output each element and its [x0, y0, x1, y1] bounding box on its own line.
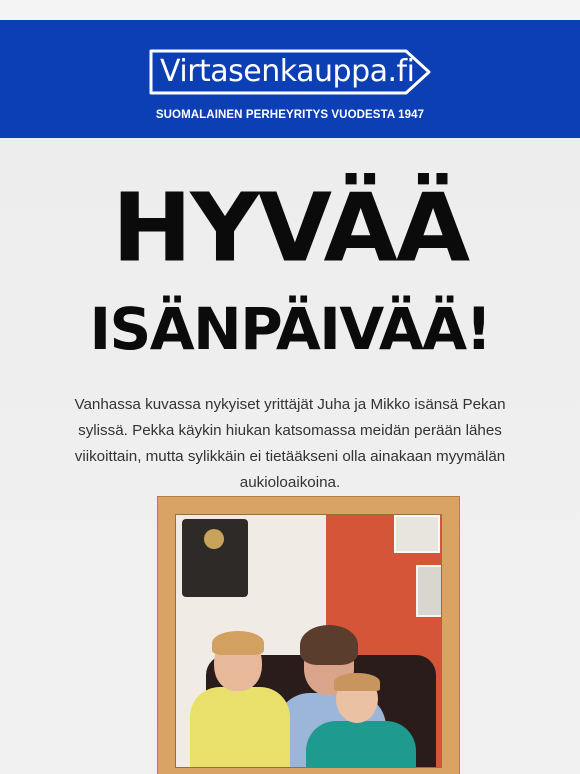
intro-text: Vanhassa kuvassa nykyiset yrittäjät Juha ja Mikko isänsä Pekan sylissä. Pekka käykin hiukan katsomassa meidän perään lähes viikoittain, mutta sylikkäin ei tietääkseni olla ainakaan myymälän aukioloaikoina.: [74, 396, 506, 491]
photo-frame: [157, 496, 460, 774]
header-banner: [0, 20, 580, 138]
younger-son-figure: [306, 675, 416, 768]
tagline: SUOMALAINEN PERHEYRITYS VUODESTA 1947: [155, 109, 425, 121]
wall-picture: [394, 515, 440, 553]
logo-text: Virtasenkauppa.fi: [160, 54, 415, 89]
wall-clock: [182, 519, 248, 597]
wall-picture: [416, 565, 442, 617]
top-strip: [0, 0, 580, 20]
family-photo: [175, 514, 442, 768]
logo-link[interactable]: [148, 48, 432, 96]
headline-line2: ISÄNPÄIVÄÄ!: [89, 295, 491, 363]
headline-line1: HYVÄÄ: [111, 173, 469, 283]
older-son-figure: [190, 635, 290, 768]
